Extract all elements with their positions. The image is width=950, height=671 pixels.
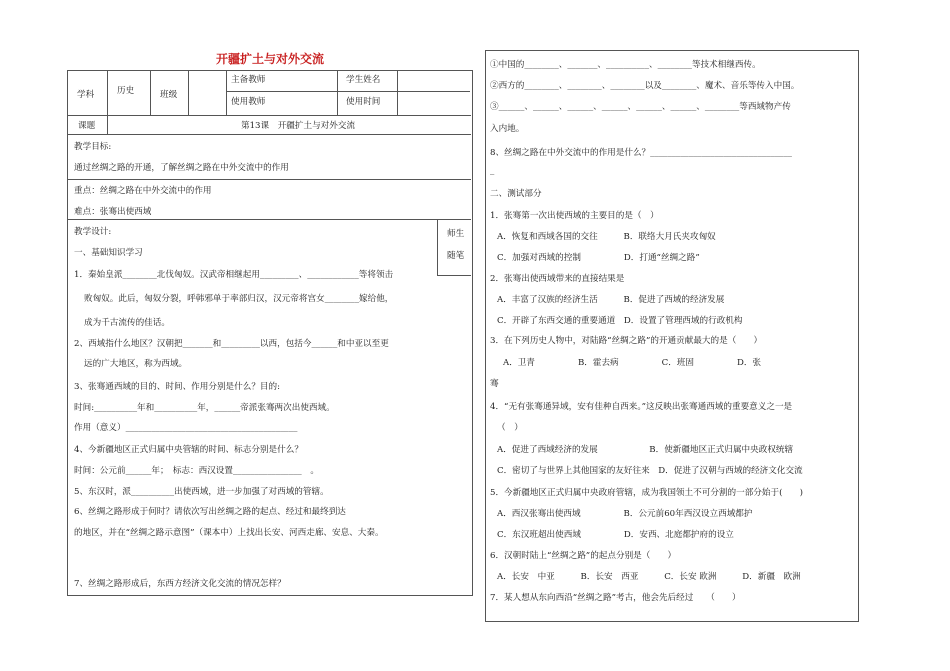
- right-line: 二、测试部分: [490, 189, 542, 199]
- right-line: 2．张骞出使西域带来的直接结果是: [490, 274, 625, 284]
- time-label: 使用时间: [346, 97, 381, 107]
- section-heading: 一、基础知识学习: [74, 248, 143, 258]
- difficulty: 难点：张骞出使西域: [74, 207, 152, 217]
- right-line: 骞: [490, 379, 499, 389]
- subject-label: 学科: [77, 90, 95, 100]
- side-label-1: 师生: [447, 229, 465, 239]
- right-line: C．密切了与世界上其他国家的友好往来 D．促进了汉朝与西域的经济文化交流: [497, 466, 803, 476]
- right-line: 1．张骞第一次出使西域的主要目的是（ ）: [490, 211, 659, 221]
- left-line: 5、东汉时，派__________出使西域，进一步加强了对西域的管辖。: [74, 487, 329, 497]
- user-teacher-label: 使用教师: [231, 97, 266, 107]
- left-line: 时间：公元前______年； 标志：西汉设置________________ 。: [74, 466, 319, 476]
- right-line: 入内地。: [490, 124, 525, 134]
- left-line: 3、张骞通西域的目的、时间、作用分别是什么？目的:: [74, 382, 281, 392]
- left-line: 6、丝绸之路形成于何时？请依次写出丝绸之路的起点、经过和最终到达: [74, 507, 346, 517]
- left-line: 的地区，并在“丝绸之路示意图”（课本中）上找出长安、河西走廊、安息、大秦。: [74, 528, 384, 538]
- left-line: 7、丝绸之路形成后，东西方经济文化交流的情况怎样？: [74, 579, 286, 589]
- left-line: 时间:__________年和__________年，______帝派张骞两次出使西域。: [74, 403, 335, 413]
- right-line: C．加强对西域的控制 D．打通“丝绸之路”: [497, 253, 700, 263]
- left-line: 1．秦始皇派________北伐匈奴。汉武帝相继起用_________、____________等将领击: [74, 270, 394, 280]
- page-title: 开疆扩土与对外交流: [216, 52, 325, 66]
- side-label-2: 随笔: [447, 251, 465, 261]
- left-line: 作用（意义）________________________________________: [74, 423, 298, 433]
- left-line: 成为千古流传的佳话。: [84, 318, 170, 328]
- right-line: A．卫青 B．霍去病 C．班固 D．张: [503, 358, 762, 368]
- right-line: 7．某人想从东向西沿“丝绸之路”考古，他会先后经过 （ ）: [490, 593, 741, 603]
- right-line: 6．汉朝时陆上“丝绸之路”的起点分别是（ ）: [490, 551, 677, 561]
- right-line: A．丰富了汉族的经济生活 B．促进了西域的经济发展: [497, 295, 725, 305]
- lesson-label: 课题: [78, 121, 96, 131]
- right-line: C．东汉班超出使西域 D．安西、北庭都护府的设立: [497, 530, 734, 540]
- right-line: _: [490, 166, 495, 176]
- right-line: ①中国的________、_______、__________、________等技术相继西传。: [490, 60, 761, 70]
- lesson-value: 第13课 开疆扩土与对外交流: [241, 121, 356, 131]
- design-label: 教学设计:: [74, 227, 112, 237]
- objective-text: 通过丝绸之路的开通，了解丝绸之路在中外交流中的作用: [74, 163, 289, 173]
- lead-teacher-label: 主备教师: [231, 75, 266, 85]
- right-line: A．长安 中亚 B．长安 西亚 C．长安 欧洲 D．新疆 欧洲: [497, 572, 801, 582]
- right-line: A．恢复和西域各国的交往 B．联络大月氏夹攻匈奴: [497, 232, 716, 242]
- right-line: 5．今新疆地区正式归属中央政府管辖，成为我国领土不可分割的一部分始于( ): [490, 488, 803, 498]
- objectives-label: 教学目标:: [74, 142, 112, 152]
- right-line: A．西汉张骞出使西域 B．公元前60年西汉设立西域都护: [497, 509, 753, 519]
- left-line: 败匈奴。此后，匈奴分裂，呼韩邪单于率部归汉，汉元帝将宫女________嫁给他，: [84, 294, 394, 304]
- right-line: C．开辟了东西交通的重要通道 D．设置了管理西域的行政机构: [497, 316, 743, 326]
- right-line: 3．在下列历史人物中，对陆路“丝绸之路”的开通贡献最大的是（ ）: [490, 336, 763, 346]
- lesson-plan-table: [67, 70, 473, 596]
- right-line: 4．“无有张骞通异域，安有佳种自西来。”这反映出张骞通西域的重要意义之一是: [490, 402, 793, 412]
- right-line: ②西方的________、________、________以及________、魔术、音乐等传入中国。: [490, 81, 800, 91]
- student-name-label: 学生姓名: [346, 75, 381, 85]
- left-line: 远的广大地区，称为西域。: [84, 359, 188, 369]
- left-line: 2、西域指什么地区？汉朝把_______和_________以西，包括今______和中亚以至更: [74, 339, 389, 349]
- class-label: 班级: [160, 90, 178, 100]
- right-line: A．促进了西域经济的发展 B．使新疆地区正式归属中央政权统辖: [497, 445, 794, 455]
- right-line: （ ）: [497, 423, 523, 433]
- right-line: 8、丝绸之路在中外交流中的作用是什么？_________________________________: [490, 148, 792, 158]
- left-line: 4、今新疆地区正式归属中央管辖的时间、标志分别是什么？: [74, 445, 303, 455]
- key-point: 重点：丝绸之路在中外交流中的作用: [74, 186, 212, 196]
- right-line: ③______、______、______、______、______、______、________等西域物产传: [490, 102, 791, 112]
- subject-value: 历史: [117, 86, 135, 96]
